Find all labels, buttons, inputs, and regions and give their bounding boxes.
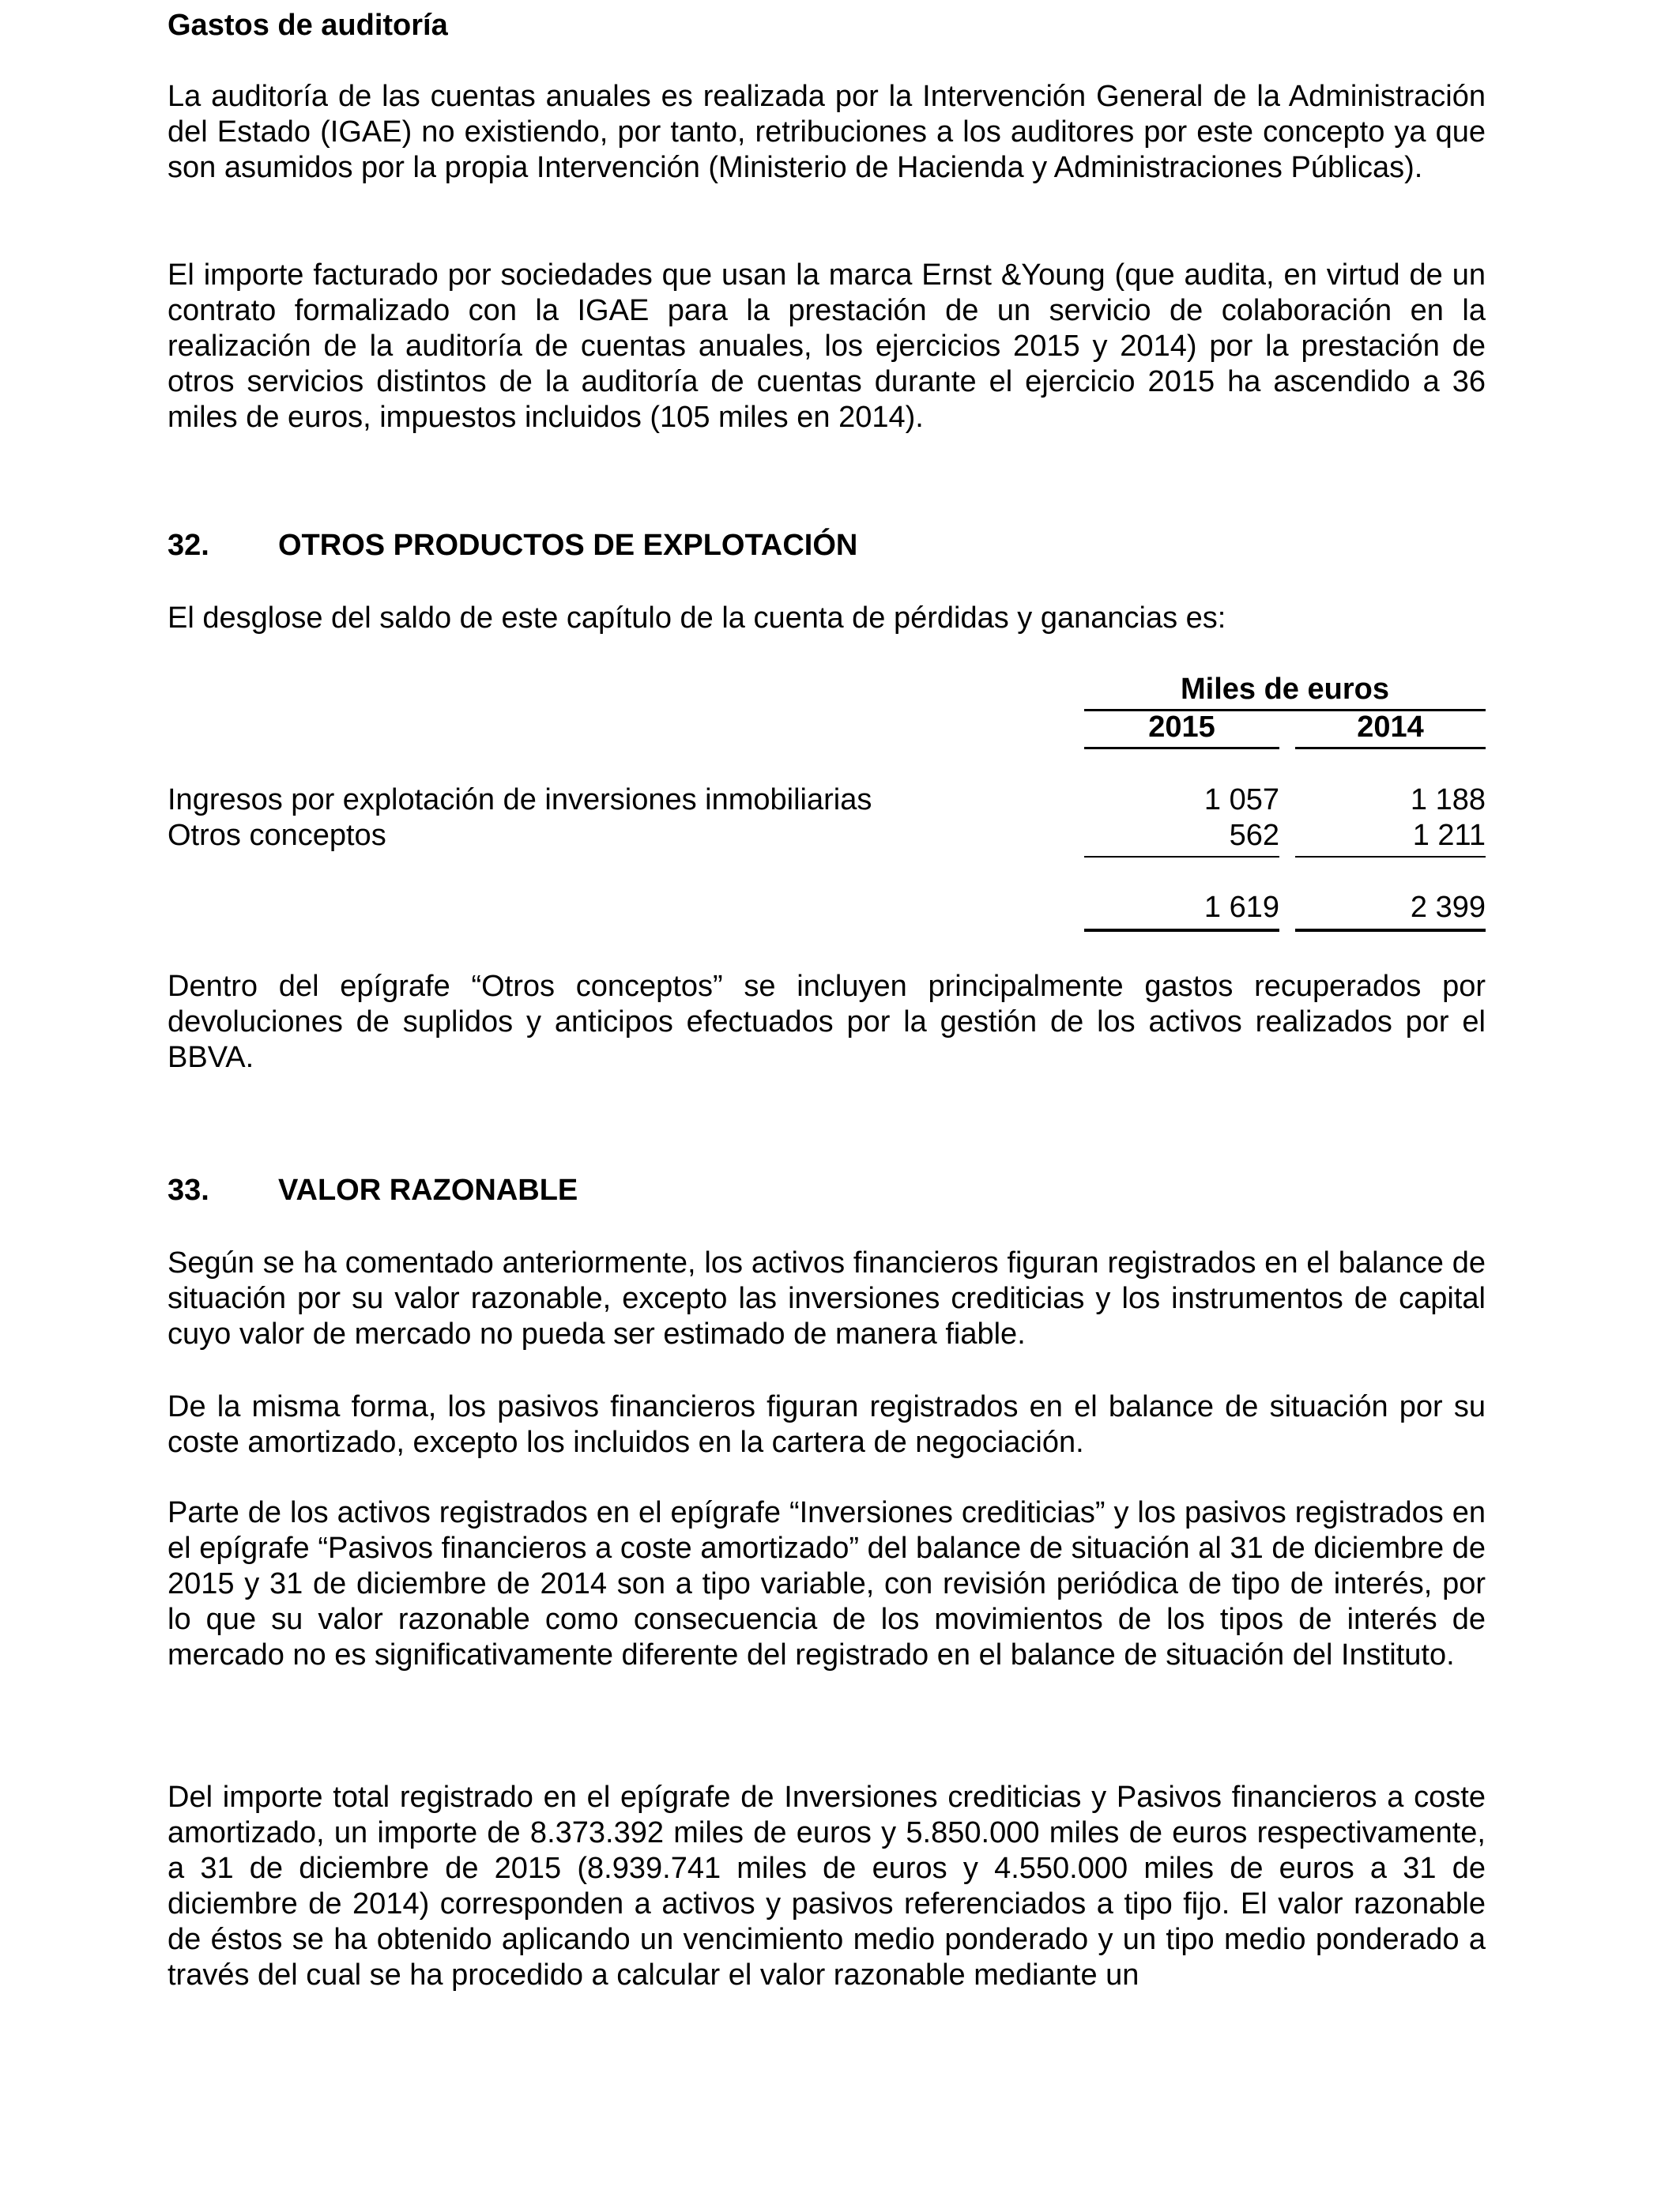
table-unit-header: Miles de euros (1084, 672, 1486, 711)
table-cell-2015: 562 (1229, 819, 1279, 852)
section-33-paragraph-1: Según se ha comentado anteriormente, los activos financieros figuran registrados en el balance de situación por su valor razonable, excepto las inversiones crediticias y los instrumentos de capital cuyo valor de mercado no pueda ser estimado de manera fiable. (168, 1246, 1486, 1351)
section-32-number: 32. (168, 529, 209, 562)
table-year-2015: 2015 (1084, 710, 1279, 749)
section-32-note: Dentro del epígrafe “Otros conceptos” se incluyen principalmente gastos recuperados por devoluciones de suplidos y anticipos efectuados por la gestión de los activos realizados por el BBVA. (168, 970, 1486, 1074)
section-33-paragraph-4: Del importe total registrado en el epígrafe de Inversiones crediticias y Pasivos financieros a coste amortizado, un importe de 8.373.392 miles de euros y 5.850.000 miles de euros respectivamente, a 31 de diciembre de 2015 (8.939.741 miles de euros y 4.550.000 miles de euros a 31 de diciembre de 2014) corresponden a activos y pasivos referenciados a tipo fijo. El valor razonable de éstos se ha obtenido aplicando un vencimiento medio ponderado y un tipo medio ponderado a través del cual se ha procedido a calcular el valor razonable mediante un (168, 1781, 1486, 1992)
section-33-heading: VALOR RAZONABLE (278, 1174, 578, 1207)
section-32-heading: OTROS PRODUCTOS DE EXPLOTACIÓN (278, 529, 858, 562)
total-rule-2015 (1084, 929, 1279, 937)
section-33-number: 33. (168, 1174, 209, 1207)
table-cell-2014: 1 211 (1412, 819, 1486, 852)
table-total-2015: 1 619 (1203, 891, 1279, 924)
audit-paragraph-2: El importe facturado por sociedades que usan la marca Ernst &Young (que audita, en virtud de un contrato formalizado con la IGAE para la prestación de un servicio de colaboración en la realización de la auditoría de cuentas anuales, los ejercicios 2015 y 2014) por la prestación de otros servicios distintos de la auditoría de cuentas durante el ejercicio 2015 ha ascendido a 36 miles de euros, impuestos incluidos (105 miles en 2014). (168, 258, 1486, 434)
subtotal-rule-2014 (1295, 856, 1486, 858)
audit-heading: Gastos de auditoría (168, 9, 448, 42)
table-cell-2014: 1 188 (1410, 783, 1486, 816)
section-33-title (168, 1173, 578, 1208)
section-32-intro: El desglose del saldo de este capítulo de la cuenta de pérdidas y ganancias es: (168, 601, 1226, 635)
table-total-2014: 2 399 (1410, 891, 1486, 924)
table-row-label: Otros conceptos (168, 819, 386, 852)
section-32-title (168, 528, 857, 564)
section-33-paragraph-2: De la misma forma, los pasivos financieros figuran registrados en el balance de situación por su coste amortizado, excepto los incluidos en la cartera de negociación. (168, 1390, 1486, 1459)
table-cell-2015: 1 057 (1203, 783, 1279, 816)
section-33-paragraph-3: Parte de los activos registrados en el epígrafe “Inversiones crediticias” y los pasivos registrados en el epígrafe “Pasivos financieros a coste amortizado” del balance de situación al 31 de diciembre de 2015 y 31 de diciembre de 2014 son a tipo variable, con revisión periódica de tipo de interés, por lo que su valor razonable como consecuencia de los movimientos de los tipos de interés de mercado no es significativamente diferente del registrado en el balance de situación del Instituto. (168, 1496, 1486, 1672)
audit-paragraph-1: La auditoría de las cuentas anuales es realizada por la Intervención General de la Administración del Estado (IGAE) no existiendo, por tanto, retribuciones a los auditores por este concepto ya que son asumidos por la propia Intervención (Ministerio de Hacienda y Administraciones Públicas). (168, 80, 1486, 184)
subtotal-rule-2015 (1084, 856, 1279, 858)
table-year-2014: 2014 (1295, 710, 1486, 749)
total-rule-2014 (1295, 929, 1486, 937)
table-row-label: Ingresos por explotación de inversiones inmobiliarias (168, 783, 872, 816)
